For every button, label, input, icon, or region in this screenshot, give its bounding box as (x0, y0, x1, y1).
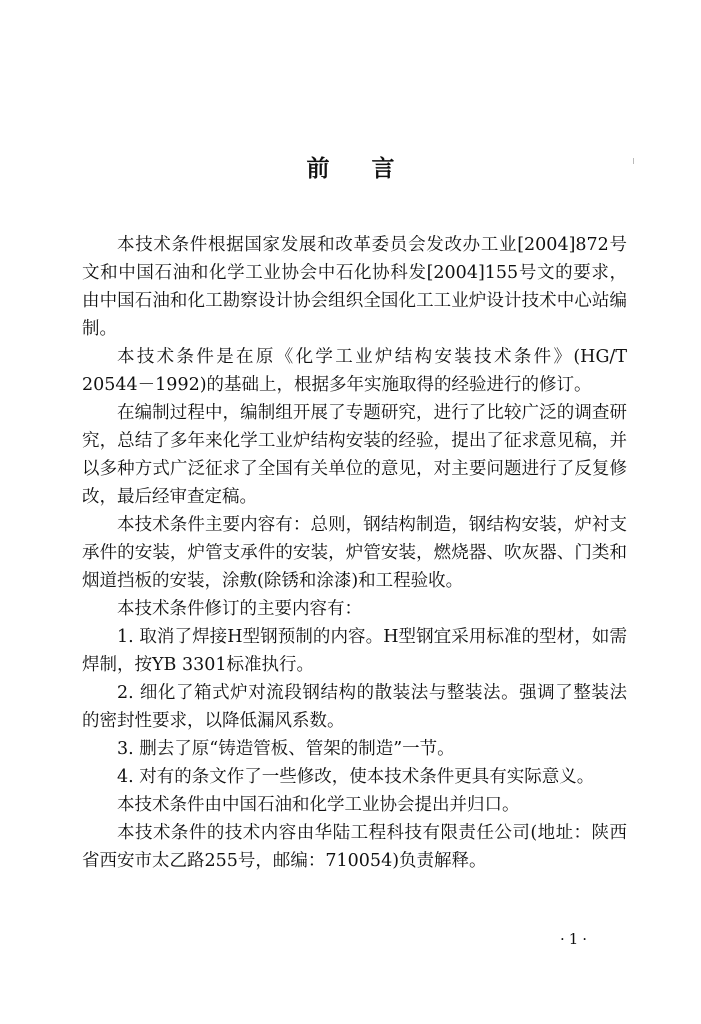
body-text (82, 231, 627, 875)
page-title: 前言 (306, 156, 437, 182)
paragraph-6: 本技术条件由中国石油和化学工业协会提出并归口。 (117, 795, 520, 815)
list-item-1: 1. 取消了焊接H型钢预制的内容。H型钢宜采用标准的型材，如需焊制，按YB 3301标准执行。 (82, 627, 627, 675)
paragraph-1: 本技术条件根据国家发展和改革委员会发改办工业[2004]872号文和中国石油和化学工业协会中石化协科发[2004]155号文的要求，由中国石油和化工勘察设计协会组织全国化工工业炉设计技术中心站编制。 (82, 235, 627, 339)
list-item-3: 3. 删去了原“铸造管板、管架的制造”一节。 (117, 739, 455, 759)
paragraph-3: 在编制过程中，编制组开展了专题研究，进行了比较广泛的调查研究，总结了多年来化学工业炉结构安装的经验，提出了征求意见稿，并以多种方式广泛征求了全国有关单位的意见，对主要问题进行了反复修改，最后经审查定稿。 (82, 403, 627, 507)
page-number: ·1· (560, 930, 592, 948)
paragraph-7: 本技术条件的技术内容由华陆工程科技有限责任公司(地址：陕西省西安市太乙路255号，邮编：710054)负责解释。 (82, 823, 627, 871)
list-item-4: 4. 对有的条文作了一些修改，使本技术条件更具有实际意义。 (117, 767, 595, 787)
paragraph-4: 本技术条件主要内容有：总则，钢结构制造，钢结构安装，炉衬支承件的安装，炉管支承件的安装，炉管安装，燃烧器、吹灰器、门类和烟道挡板的安装，涂敷(除锈和涂漆)和工程验收。 (82, 515, 627, 591)
list-item-2: 2. 细化了箱式炉对流段钢结构的散装法与整装法。强调了整装法的密封性要求，以降低漏风系数。 (82, 683, 627, 731)
paragraph-5: 本技术条件修订的主要内容有： (117, 599, 362, 619)
paragraph-2: 本技术条件是在原《化学工业炉结构安装技术条件》(HG/T 20544－1992)的基础上，根据多年实施取得的经验进行的修订。 (82, 347, 627, 395)
